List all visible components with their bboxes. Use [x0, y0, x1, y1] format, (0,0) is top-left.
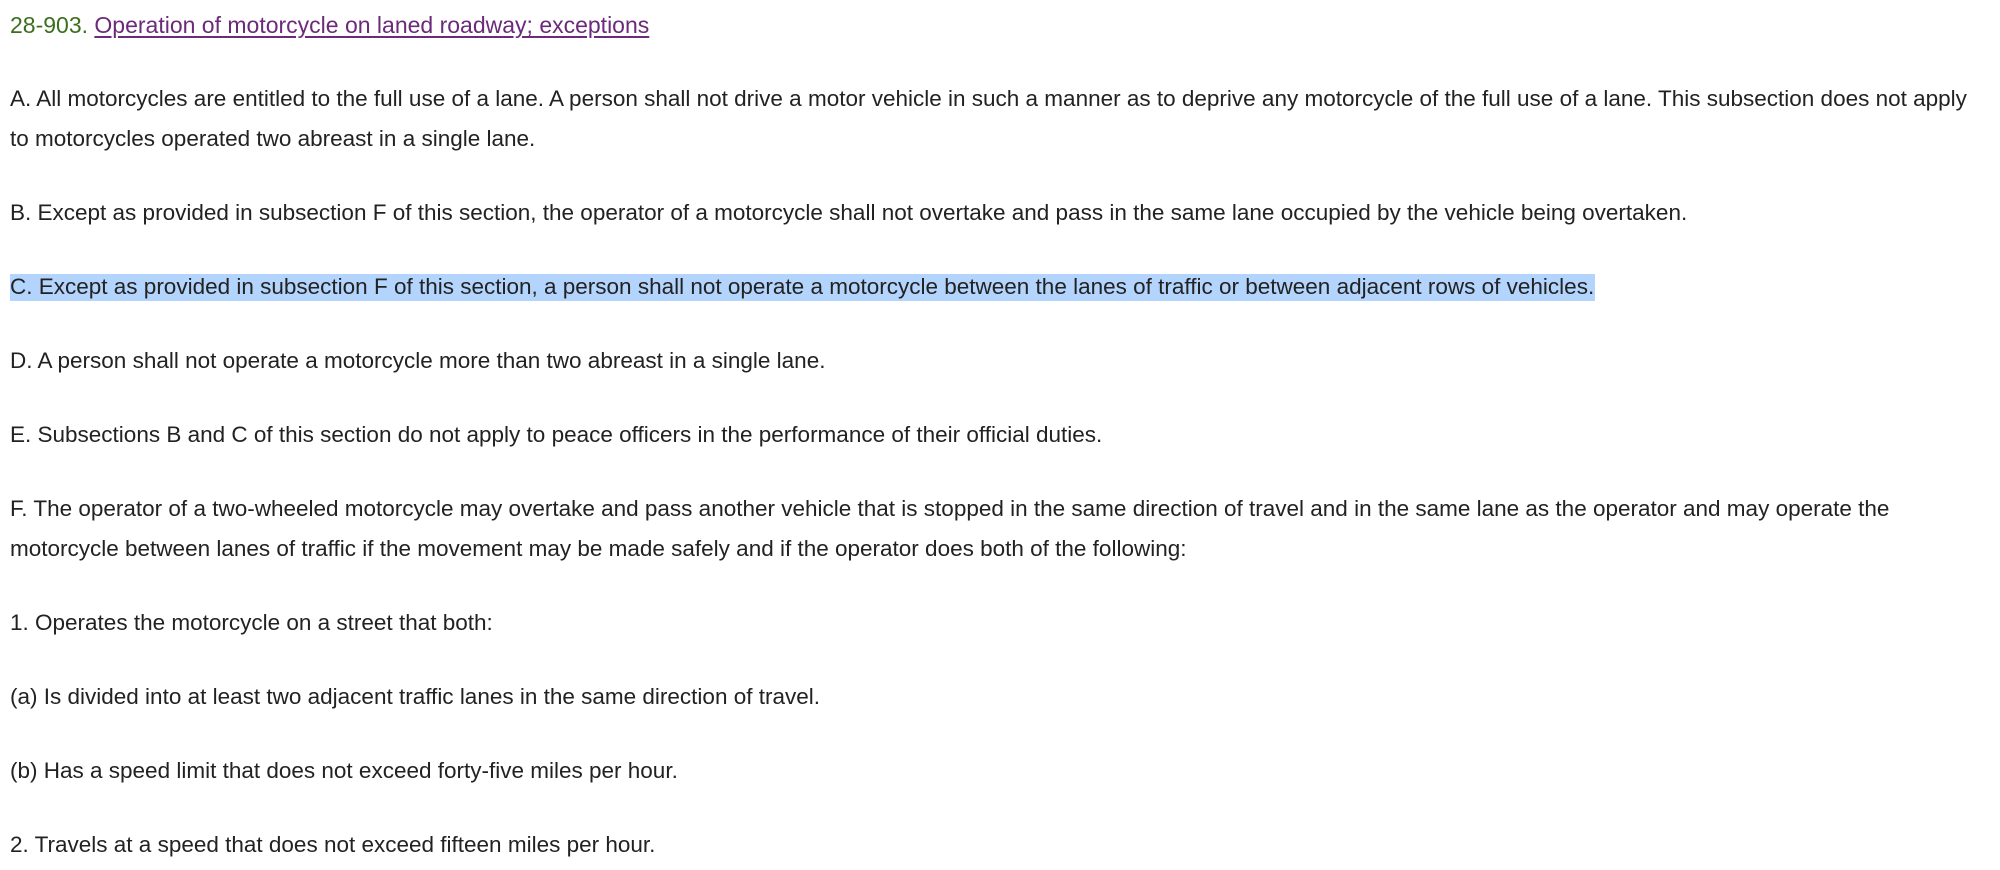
text-selection-highlight: C. Except as provided in subsection F of this section, a person shall not operate a motorcycle between the lanes of traffic or between adjacent rows of vehicles.: [10, 274, 1595, 299]
paragraph-text-selected: [10, 267, 1985, 307]
paragraph-f-2: [10, 825, 1985, 865]
statute-content: [10, 0, 1985, 865]
paragraph-text: A. All motorcycles are entitled to the full use of a lane. A person shall not drive a motor vehicle in such a manner as to deprive any motorcycle of the full use of a lane. This subsection does not apply to motorcycles operated two abreast in a single lane.: [10, 86, 1967, 151]
paragraph-text: E. Subsections B and C of this section do not apply to peace officers in the performance of their official duties.: [10, 422, 1103, 447]
paragraph-f-1: [10, 603, 1985, 643]
paragraph-text: (b) Has a speed limit that does not exceed forty-five miles per hour.: [10, 758, 678, 783]
section-title-link[interactable]: Operation of motorcycle on laned roadway; exceptions: [94, 12, 650, 38]
section-number: 28-903.: [10, 12, 89, 38]
paragraph-text: 1. Operates the motorcycle on a street that both:: [10, 610, 493, 635]
paragraph-text: (a) Is divided into at least two adjacent traffic lanes in the same direction of travel.: [10, 684, 820, 709]
paragraph-text: B. Except as provided in subsection F of this section, the operator of a motorcycle shall not overtake and pass in the same lane occupied by the vehicle being overtaken.: [10, 200, 1688, 225]
paragraph-text: D. A person shall not operate a motorcycle more than two abreast in a single lane.: [10, 348, 826, 373]
section-heading: [10, 5, 1985, 45]
paragraph-a: [10, 79, 1985, 159]
paragraph-e: [10, 415, 1985, 455]
paragraph-text: 2. Travels at a speed that does not exceed fifteen miles per hour.: [10, 832, 656, 857]
paragraph-c: [10, 267, 1985, 307]
paragraph-text: F. The operator of a two-wheeled motorcycle may overtake and pass another vehicle that is stopped in the same direction of travel and in the same lane as the operator and may operate the motorcycle between lanes of traffic if the movement may be made safely and if the operator does both of the following:: [10, 496, 1890, 561]
paragraph-f-1-a: [10, 677, 1985, 717]
paragraph-f: [10, 489, 1985, 569]
paragraph-b: [10, 193, 1985, 233]
paragraph-d: [10, 341, 1985, 381]
paragraph-f-1-b: [10, 751, 1985, 791]
